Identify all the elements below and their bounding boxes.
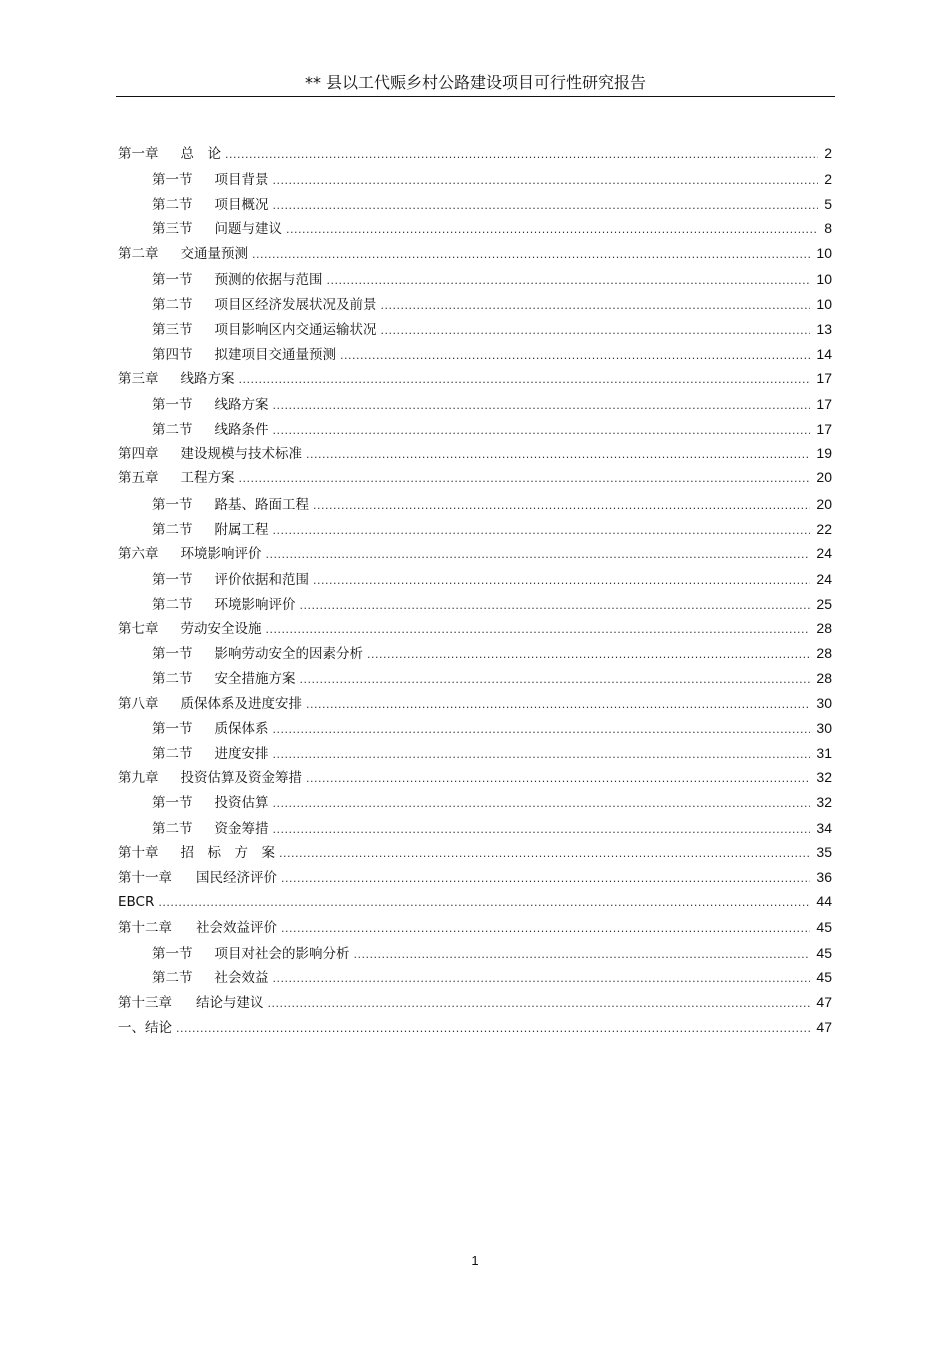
toc-leader-dots (273, 797, 811, 810)
toc-section-entry[interactable] (152, 667, 832, 687)
toc-page-number: 5 (824, 196, 832, 212)
toc-page-number: 17 (816, 421, 832, 437)
toc-chapter-entry[interactable] (118, 991, 832, 1011)
toc-entry-title: 评价依据和范围 (214, 572, 309, 588)
toc-chapter-entry[interactable] (118, 466, 832, 486)
toc-page-number: 35 (816, 844, 832, 860)
toc-section-entry[interactable] (152, 942, 832, 962)
toc-section-entry[interactable] (152, 518, 832, 538)
toc-page-number: 28 (816, 645, 832, 661)
toc-chapter-entry[interactable] (118, 841, 832, 861)
toc-entry-number: 第四节 (152, 347, 193, 363)
toc-leader-dots (273, 723, 811, 736)
toc-entry-number: 第八章 (118, 696, 159, 712)
toc-leader-dots (158, 896, 810, 909)
toc-chapter-entry[interactable] (118, 542, 832, 562)
toc-entry-number: 第一章 (118, 146, 159, 162)
toc-entry-number: 第十二章 (118, 920, 172, 936)
toc-entry-title: 预测的依据与范围 (214, 272, 323, 288)
toc-leader-dots (306, 698, 810, 711)
toc-leader-dots (286, 223, 818, 236)
toc-page-number: 24 (816, 571, 832, 587)
toc-entry-number: 第一节 (152, 497, 193, 513)
toc-page-number: 45 (816, 945, 832, 961)
toc-leader-dots (300, 673, 811, 686)
toc-entry-number: 第一节 (152, 795, 193, 811)
toc-chapter-entry[interactable] (118, 617, 832, 637)
toc-entry-number: 第五章 (118, 470, 159, 486)
toc-leader-dots (239, 373, 811, 386)
toc-leader-dots (327, 274, 811, 287)
toc-leader-dots (239, 472, 811, 485)
toc-entry-title: 项目区经济发展状况及前景 (214, 297, 377, 313)
toc-entry-number: 第二节 (152, 671, 193, 687)
toc-entry-number: 第三章 (118, 371, 159, 387)
toc-leader-dots (279, 847, 810, 860)
toc-chapter-entry[interactable] (118, 142, 832, 162)
toc-chapter-entry[interactable] (118, 367, 832, 387)
page-number: 1 (471, 1253, 479, 1268)
toc-entry-title: 环境影响评价 (180, 546, 262, 562)
toc-entry-title: 社会效益 (214, 970, 269, 986)
toc-entry-title: 路基、路面工程 (214, 497, 309, 513)
toc-entry-number: 第二节 (152, 970, 193, 986)
toc-page-number: 10 (816, 296, 832, 312)
toc-page-number: 14 (816, 346, 832, 362)
toc-page-number: 44 (816, 893, 832, 909)
toc-leader-dots (281, 872, 810, 885)
toc-entry-title: 质保体系及进度安排 (180, 696, 302, 712)
toc-leader-dots (266, 548, 811, 561)
toc-chapter-entry[interactable] (118, 442, 832, 462)
toc-entry-number: 第十章 (118, 845, 159, 861)
toc-chapter-entry[interactable] (118, 1016, 832, 1036)
toc-entry-title: 项目对社会的影响分析 (214, 946, 350, 962)
toc-entry-number: 第一节 (152, 721, 193, 737)
toc-entry-title: 拟建项目交通量预测 (214, 347, 336, 363)
toc-page-number: 25 (816, 596, 832, 612)
toc-chapter-entry[interactable] (118, 916, 832, 936)
toc-entry-title: 劳动安全设施 (180, 621, 262, 637)
toc-leader-dots (281, 922, 810, 935)
toc-entry-title: 环境影响评价 (214, 597, 296, 613)
toc-section-entry[interactable] (152, 493, 832, 513)
toc-entry-number: 第九章 (118, 770, 159, 786)
toc-leader-dots (300, 599, 811, 612)
toc-page-number: 34 (816, 820, 832, 836)
toc-chapter-entry[interactable] (118, 893, 832, 913)
toc-entry-number: 第二节 (152, 597, 193, 613)
toc-page-number: 31 (816, 745, 832, 761)
toc-entry-title: 建设规模与技术标准 (180, 446, 302, 462)
toc-page-number: 19 (816, 445, 832, 461)
toc-leader-dots (306, 772, 810, 785)
toc-leader-dots (176, 1022, 810, 1035)
toc-page-number: 30 (816, 695, 832, 711)
toc-leader-dots (381, 299, 811, 312)
toc-entry-title: 交通量预测 (180, 246, 248, 262)
page-header-title: ** 县以工代赈乡村公路建设项目可行性研究报告 (304, 73, 647, 92)
toc-section-entry[interactable] (152, 568, 832, 588)
toc-leader-dots (273, 399, 811, 412)
toc-section-entry[interactable] (152, 742, 832, 762)
toc-chapter-entry[interactable] (118, 766, 832, 786)
toc-entry-number: 第十一章 (118, 870, 172, 886)
toc-chapter-entry[interactable] (118, 692, 832, 712)
toc-entry-title: 总 论 (180, 146, 221, 162)
toc-entry-title: 质保体系 (214, 721, 269, 737)
toc-leader-dots (225, 148, 818, 161)
toc-leader-dots (273, 174, 819, 187)
toc-entry-number: 第四章 (118, 446, 159, 462)
toc-entry-title: 结论与建议 (196, 995, 264, 1011)
toc-entry-title: 进度安排 (214, 746, 269, 762)
toc-section-entry[interactable] (152, 791, 832, 811)
toc-page-number: 20 (816, 496, 832, 512)
toc-page-number: 24 (816, 545, 832, 561)
toc-page-number: 45 (816, 969, 832, 985)
toc-entry-number: 第二节 (152, 746, 193, 762)
toc-entry-title: 资金筹措 (214, 821, 269, 837)
toc-entry-number: 第三节 (152, 322, 193, 338)
toc-leader-dots (381, 324, 811, 337)
toc-entry-number: 第一节 (152, 172, 193, 188)
toc-page-number: 28 (816, 620, 832, 636)
toc-leader-dots (273, 199, 819, 212)
toc-section-entry[interactable] (152, 293, 832, 313)
toc-section-entry[interactable] (152, 168, 832, 188)
toc-entry-number: 第三节 (152, 221, 193, 237)
toc-entry-title: 问题与建议 (214, 221, 282, 237)
toc-leader-dots (273, 823, 811, 836)
toc-page-number: 10 (816, 245, 832, 261)
toc-entry-number: EBCR (118, 894, 155, 910)
toc-section-entry[interactable] (152, 193, 832, 213)
toc-entry-number: 第二节 (152, 297, 193, 313)
toc-leader-dots (273, 748, 811, 761)
toc-page-number: 13 (816, 321, 832, 337)
toc-leader-dots (252, 248, 810, 261)
toc-entry-title: 线路方案 (214, 397, 269, 413)
toc-section-entry[interactable] (152, 642, 832, 662)
toc-page-number: 32 (816, 769, 832, 785)
toc-entry-number: 第二节 (152, 821, 193, 837)
toc-entry-number: 第六章 (118, 546, 159, 562)
toc-section-entry[interactable] (152, 217, 832, 237)
toc-leader-dots (313, 574, 810, 587)
toc-page-number: 17 (816, 396, 832, 412)
toc-page-number: 47 (816, 994, 832, 1010)
toc-entry-number: 第一节 (152, 646, 193, 662)
toc-entry-title: 安全措施方案 (214, 671, 296, 687)
toc-entry-title: 项目影响区内交通运输状况 (214, 322, 377, 338)
toc-page-number: 47 (816, 1019, 832, 1035)
toc-page-number: 28 (816, 670, 832, 686)
toc-leader-dots (266, 623, 811, 636)
toc-entry-number: 第二节 (152, 422, 193, 438)
toc-section-entry[interactable] (152, 966, 832, 986)
toc-page-number: 8 (824, 220, 832, 236)
header-rule (116, 96, 835, 97)
toc-page-number: 45 (816, 919, 832, 935)
toc-section-entry[interactable] (152, 418, 832, 438)
toc-section-entry[interactable] (152, 817, 832, 837)
toc-entry-title: 项目概况 (214, 197, 269, 213)
toc-page-number: 30 (816, 720, 832, 736)
toc-leader-dots (367, 648, 810, 661)
toc-entry-title: 社会效益评价 (196, 920, 277, 936)
toc-entry-title: 线路方案 (180, 371, 235, 387)
toc-entry-number: 一、结论 (118, 1020, 172, 1036)
toc-chapter-entry[interactable] (118, 866, 832, 886)
toc-section-entry[interactable] (152, 343, 832, 363)
toc-entry-title: 线路条件 (214, 422, 269, 438)
toc-entry-title: 影响劳动安全的因素分析 (214, 646, 363, 662)
toc-entry-number: 第一节 (152, 272, 193, 288)
toc-leader-dots (313, 499, 810, 512)
toc-leader-dots (273, 524, 811, 537)
toc-entry-number: 第十三章 (118, 995, 172, 1011)
toc-page-number: 17 (816, 370, 832, 386)
toc-section-entry[interactable] (152, 393, 832, 413)
toc-chapter-entry[interactable] (118, 242, 832, 262)
toc-entry-title: 项目背景 (214, 172, 269, 188)
toc-entry-number: 第七章 (118, 621, 159, 637)
toc-leader-dots (306, 448, 810, 461)
toc-leader-dots (268, 997, 811, 1010)
toc-page-number: 22 (816, 521, 832, 537)
toc-entry-number: 第一节 (152, 397, 193, 413)
toc-entry-title: 招 标 方 案 (180, 845, 275, 861)
toc-page-number: 36 (816, 869, 832, 885)
toc-entry-title: 国民经济评价 (196, 870, 277, 886)
toc-entry-number: 第二章 (118, 246, 159, 262)
toc-section-entry[interactable] (152, 593, 832, 613)
toc-leader-dots (273, 424, 811, 437)
toc-entry-number: 第一节 (152, 946, 193, 962)
toc-section-entry[interactable] (152, 318, 832, 338)
toc-entry-number: 第二节 (152, 197, 193, 213)
toc-entry-title: 附属工程 (214, 522, 269, 538)
toc-section-entry[interactable] (152, 717, 832, 737)
toc-entry-title: 工程方案 (180, 470, 235, 486)
toc-page-number: 20 (816, 469, 832, 485)
toc-leader-dots (340, 349, 810, 362)
toc-entry-number: 第一节 (152, 572, 193, 588)
toc-page-number: 2 (824, 171, 832, 187)
toc-leader-dots (354, 948, 811, 961)
toc-page-number: 32 (816, 794, 832, 810)
toc-page-number: 2 (824, 145, 832, 161)
toc-leader-dots (273, 972, 811, 985)
toc-page-number: 10 (816, 271, 832, 287)
toc-section-entry[interactable] (152, 268, 832, 288)
toc-entry-title: 投资估算 (214, 795, 269, 811)
toc-entry-title: 投资估算及资金筹措 (180, 770, 302, 786)
toc-entry-number: 第二节 (152, 522, 193, 538)
